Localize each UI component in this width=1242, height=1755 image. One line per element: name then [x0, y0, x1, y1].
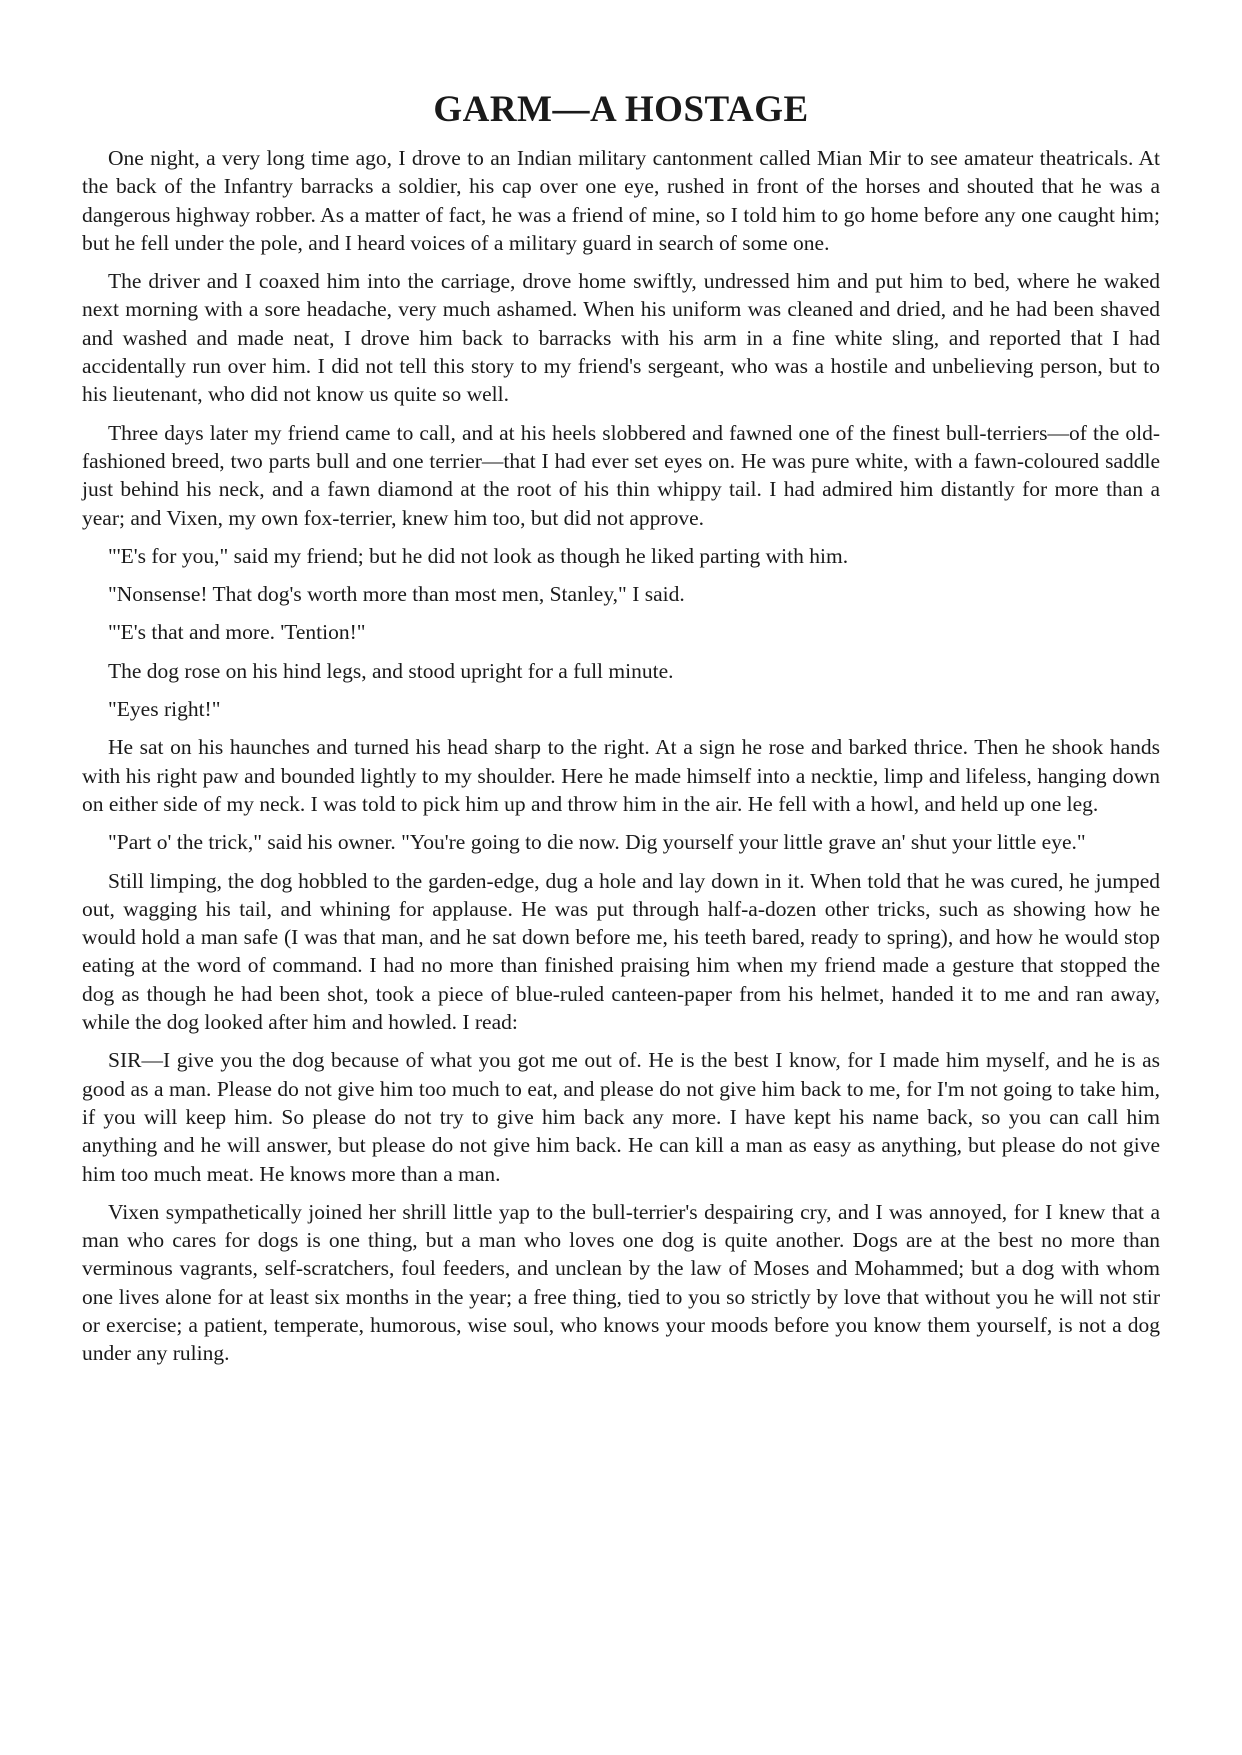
paragraph-10: "Part o' the trick," said his owner. "You're going to die now. Dig yourself your little grave an' shut your little eye." — [108, 830, 1086, 855]
paragraph-12-letter: SIR—I give you the dog because of what you got me out of. He is the best I know, for I made him myself, and he is as good as a man. Please do not give him too much to eat, and please do not give him back to me, for I'm not going to take him, if you will keep him. So please do not try to give him back any more. I have kept his name back, so you can call him anything and he will answer, but please do not give him back. He can kill a man as easy as anything, but please do not give him too much meat. He knows more than a man. — [82, 1048, 1160, 1186]
paragraph-1: One night, a very long time ago, I drove to an Indian military cantonment called Mian Mir to see amateur theatricals. At the back of the Infantry barracks a soldier, his cap over one eye, rushed in front of the horses and shouted that he was a dangerous highway robber. As a matter of fact, he was a friend of mine, so I told him to go home before any one caught him; but he fell under the pole, and I heard voices of a military guard in search of some one. — [82, 146, 1160, 255]
paragraph-8: "Eyes right!" — [108, 697, 221, 722]
chapter-title: GARM—A HOSTAGE — [433, 89, 809, 130]
paragraph-13: Vixen sympathetically joined her shrill little yap to the bull-terrier's despairing cry, and I was annoyed, for I knew that a man who cares for dogs is one thing, but a man who loves one dog is quite another. Dogs are at the best no more than verminous vagrants, self-scratchers, foul feeders, and unclean by the law of Moses and Mohammed; but a dog with whom one lives alone for at least six months in the year; a free thing, tied to you so strictly by love that without you he will not stir or exercise; a patient, temperate, humorous, wise soul, who knows your moods before you know them yourself, is not a dog under any ruling. — [82, 1199, 1160, 1366]
paragraph-11: Still limping, the dog hobbled to the garden-edge, dug a hole and lay down in it. When told that he was cured, he jumped out, wagging his tail, and whining for applause. He was put through half-a-dozen other tricks, such as showing how he would hold a man safe (I was that man, and he sat down before me, his teeth bared, ready to spring), and how he would stop eating at the word of command. I had no more than finished praising him when my friend made a gesture that stopped the dog as though he had been shot, took a piece of blue-ruled canteen-paper from his helmet, handed it to me and ran away, while the dog looked after him and howled. I read: — [82, 868, 1160, 1035]
paragraph-7: The dog rose on his hind legs, and stood upright for a full minute. — [108, 658, 674, 683]
paragraph-2: The driver and I coaxed him into the carriage, drove home swiftly, undressed him and put him to bed, where he waked next morning with a sore headache, very much ashamed. When his uniform was cleaned and dried, and he had been shaved and washed and made neat, I drove him back to barracks with his arm in a fine white sling, and reported that I had accidentally run over him. I did not tell this story to my friend's sergeant, who was a hostile and unbelieving person, but to his lieutenant, who did not know us quite so well. — [82, 269, 1160, 407]
paragraph-9: He sat on his haunches and turned his head sharp to the right. At a sign he rose and barked thrice. Then he shook hands with his right paw and bounded lightly to my shoulder. Here he made himself into a necktie, limp and lifeless, hanging down on either side of my neck. I was told to pick him up and throw him in the air. He fell with a howl, and held up one leg. — [82, 735, 1160, 816]
paragraph-4: "'E's for you," said my friend; but he did not look as though he liked parting with him. — [108, 543, 849, 568]
paragraph-5: "Nonsense! That dog's worth more than most men, Stanley," I said. — [108, 582, 685, 607]
paragraph-6: "'E's that and more. 'Tention!" — [108, 620, 366, 645]
paragraph-3: Three days later my friend came to call, and at his heels slobbered and fawned one of the finest bull-terriers—of the old-fashioned breed, two parts bull and one terrier—that I had ever set eyes on. He was pure white, with a fawn-coloured saddle just behind his neck, and a fawn diamond at the root of his thin whippy tail. I had admired him distantly for more than a year; and Vixen, my own fox-terrier, knew him too, but did not approve. — [82, 420, 1160, 530]
